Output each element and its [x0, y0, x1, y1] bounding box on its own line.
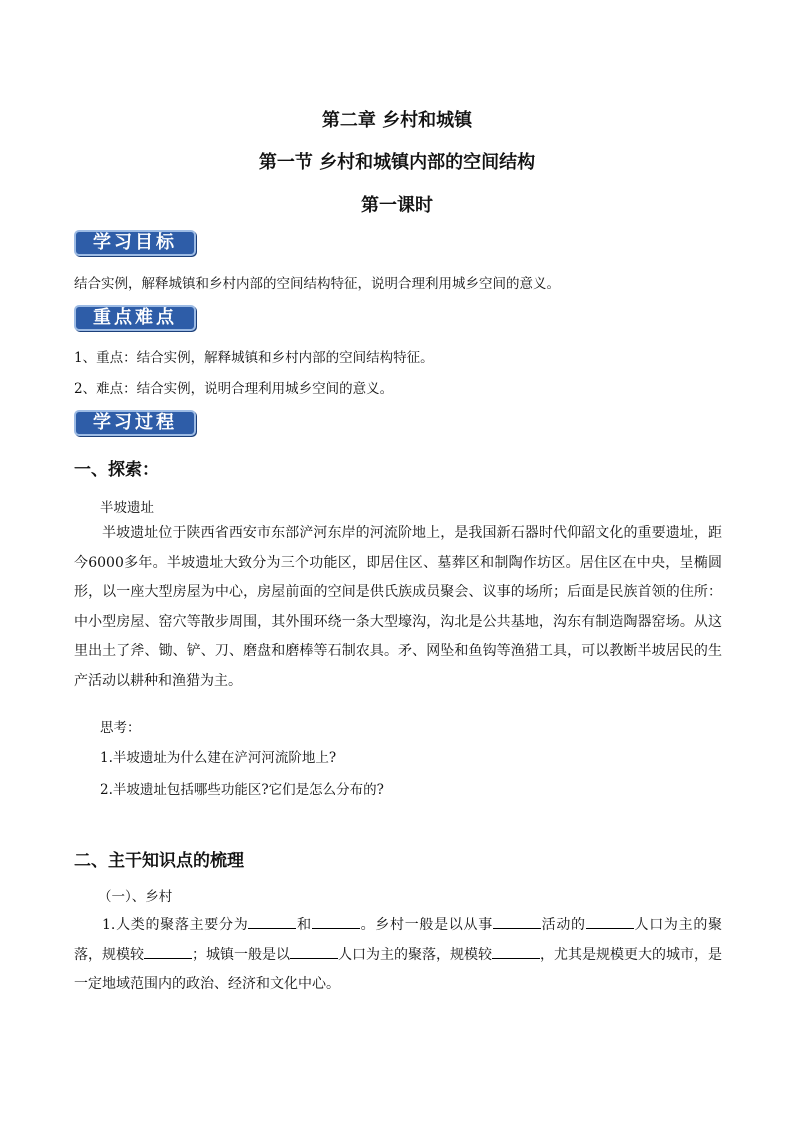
blank-3[interactable] — [493, 914, 541, 929]
fill-text-2: 和 — [296, 917, 312, 933]
blank-2[interactable] — [312, 914, 360, 929]
key-points-badge: 重点难点 — [74, 305, 196, 331]
explore-subtitle: 半坡遗址 — [100, 500, 154, 516]
fill-in-paragraph — [74, 911, 722, 1000]
fill-text-8: ，尤其是规模更大的城市，是一定地域范围内的政治、经济和文化中心。 — [74, 946, 722, 992]
objectives-text: 结合实例，解释城镇和乡村内部的空间结构特征，说明合理利用城乡空间的意义。 — [74, 276, 560, 292]
key-point-1: 1、重点：结合实例，解释城镇和乡村内部的空间结构特征。 — [74, 350, 434, 366]
section-title: 第一节 乡村和城镇内部的空间结构 — [258, 152, 536, 173]
blank-6[interactable] — [290, 944, 338, 959]
question-1: 1.半坡遗址为什么建在浐河河流阶地上? — [100, 750, 337, 766]
explore-heading: 一、探索： — [74, 460, 159, 480]
blank-5[interactable] — [144, 944, 192, 959]
fill-text-5: 人口为主的聚落，规模较 — [74, 917, 723, 963]
process-badge: 学习过程 — [74, 410, 196, 436]
think-label: 思考： — [100, 720, 141, 736]
question-2: 2.半坡遗址包括哪些功能区?它们是怎么分布的? — [100, 782, 384, 798]
key-point-2: 2、难点：结合实例，说明合理利用城乡空间的意义。 — [74, 381, 394, 397]
explore-paragraph: 半坡遗址位于陕西省西安市东部浐河东岸的河流阶地上，是我国新石器时代仰韶文化的重要遗址，距今6000多年。半坡遗址大致分为三个功能区，即居住区、墓葬区和制陶作坊区。居住区在中央，呈椭圆形，以一座大型房屋为中心，房屋前面的空间是供氏族成员聚会、议事的场所；后面是民族首领的住所：中小型房屋、窑穴等散步周围，其外围环绕一条大型壕沟，沟北是公共基地，沟东有制造陶器窑场。从这里出土了斧、锄、铲、刀、磨盘和磨棒等石制农具。矛、网坠和鱼钩等渔猎工具，可以教断半坡居民的生产活动以耕种和渔猎为主。 — [74, 525, 722, 689]
fill-text-4: 活动的 — [540, 917, 586, 933]
knowledge-heading: 二、主干知识点的梳理 — [74, 851, 244, 871]
fill-text-7: 人口为主的聚落，规模较 — [338, 946, 492, 963]
chapter-title: 第二章 乡村和城镇 — [321, 110, 473, 131]
fill-text-3: 。乡村一般是以从事 — [359, 917, 493, 933]
objectives-badge: 学习目标 — [74, 230, 196, 256]
blank-4[interactable] — [586, 914, 634, 929]
village-subheading: （一）、乡村 — [98, 889, 173, 905]
fill-text-1: 1.人类的聚落主要分为 — [102, 917, 249, 933]
lesson-title: 第一课时 — [361, 195, 433, 216]
fill-text-6: ；城镇一般是以 — [192, 946, 290, 963]
blank-7[interactable] — [492, 944, 540, 959]
blank-1[interactable] — [248, 914, 296, 929]
